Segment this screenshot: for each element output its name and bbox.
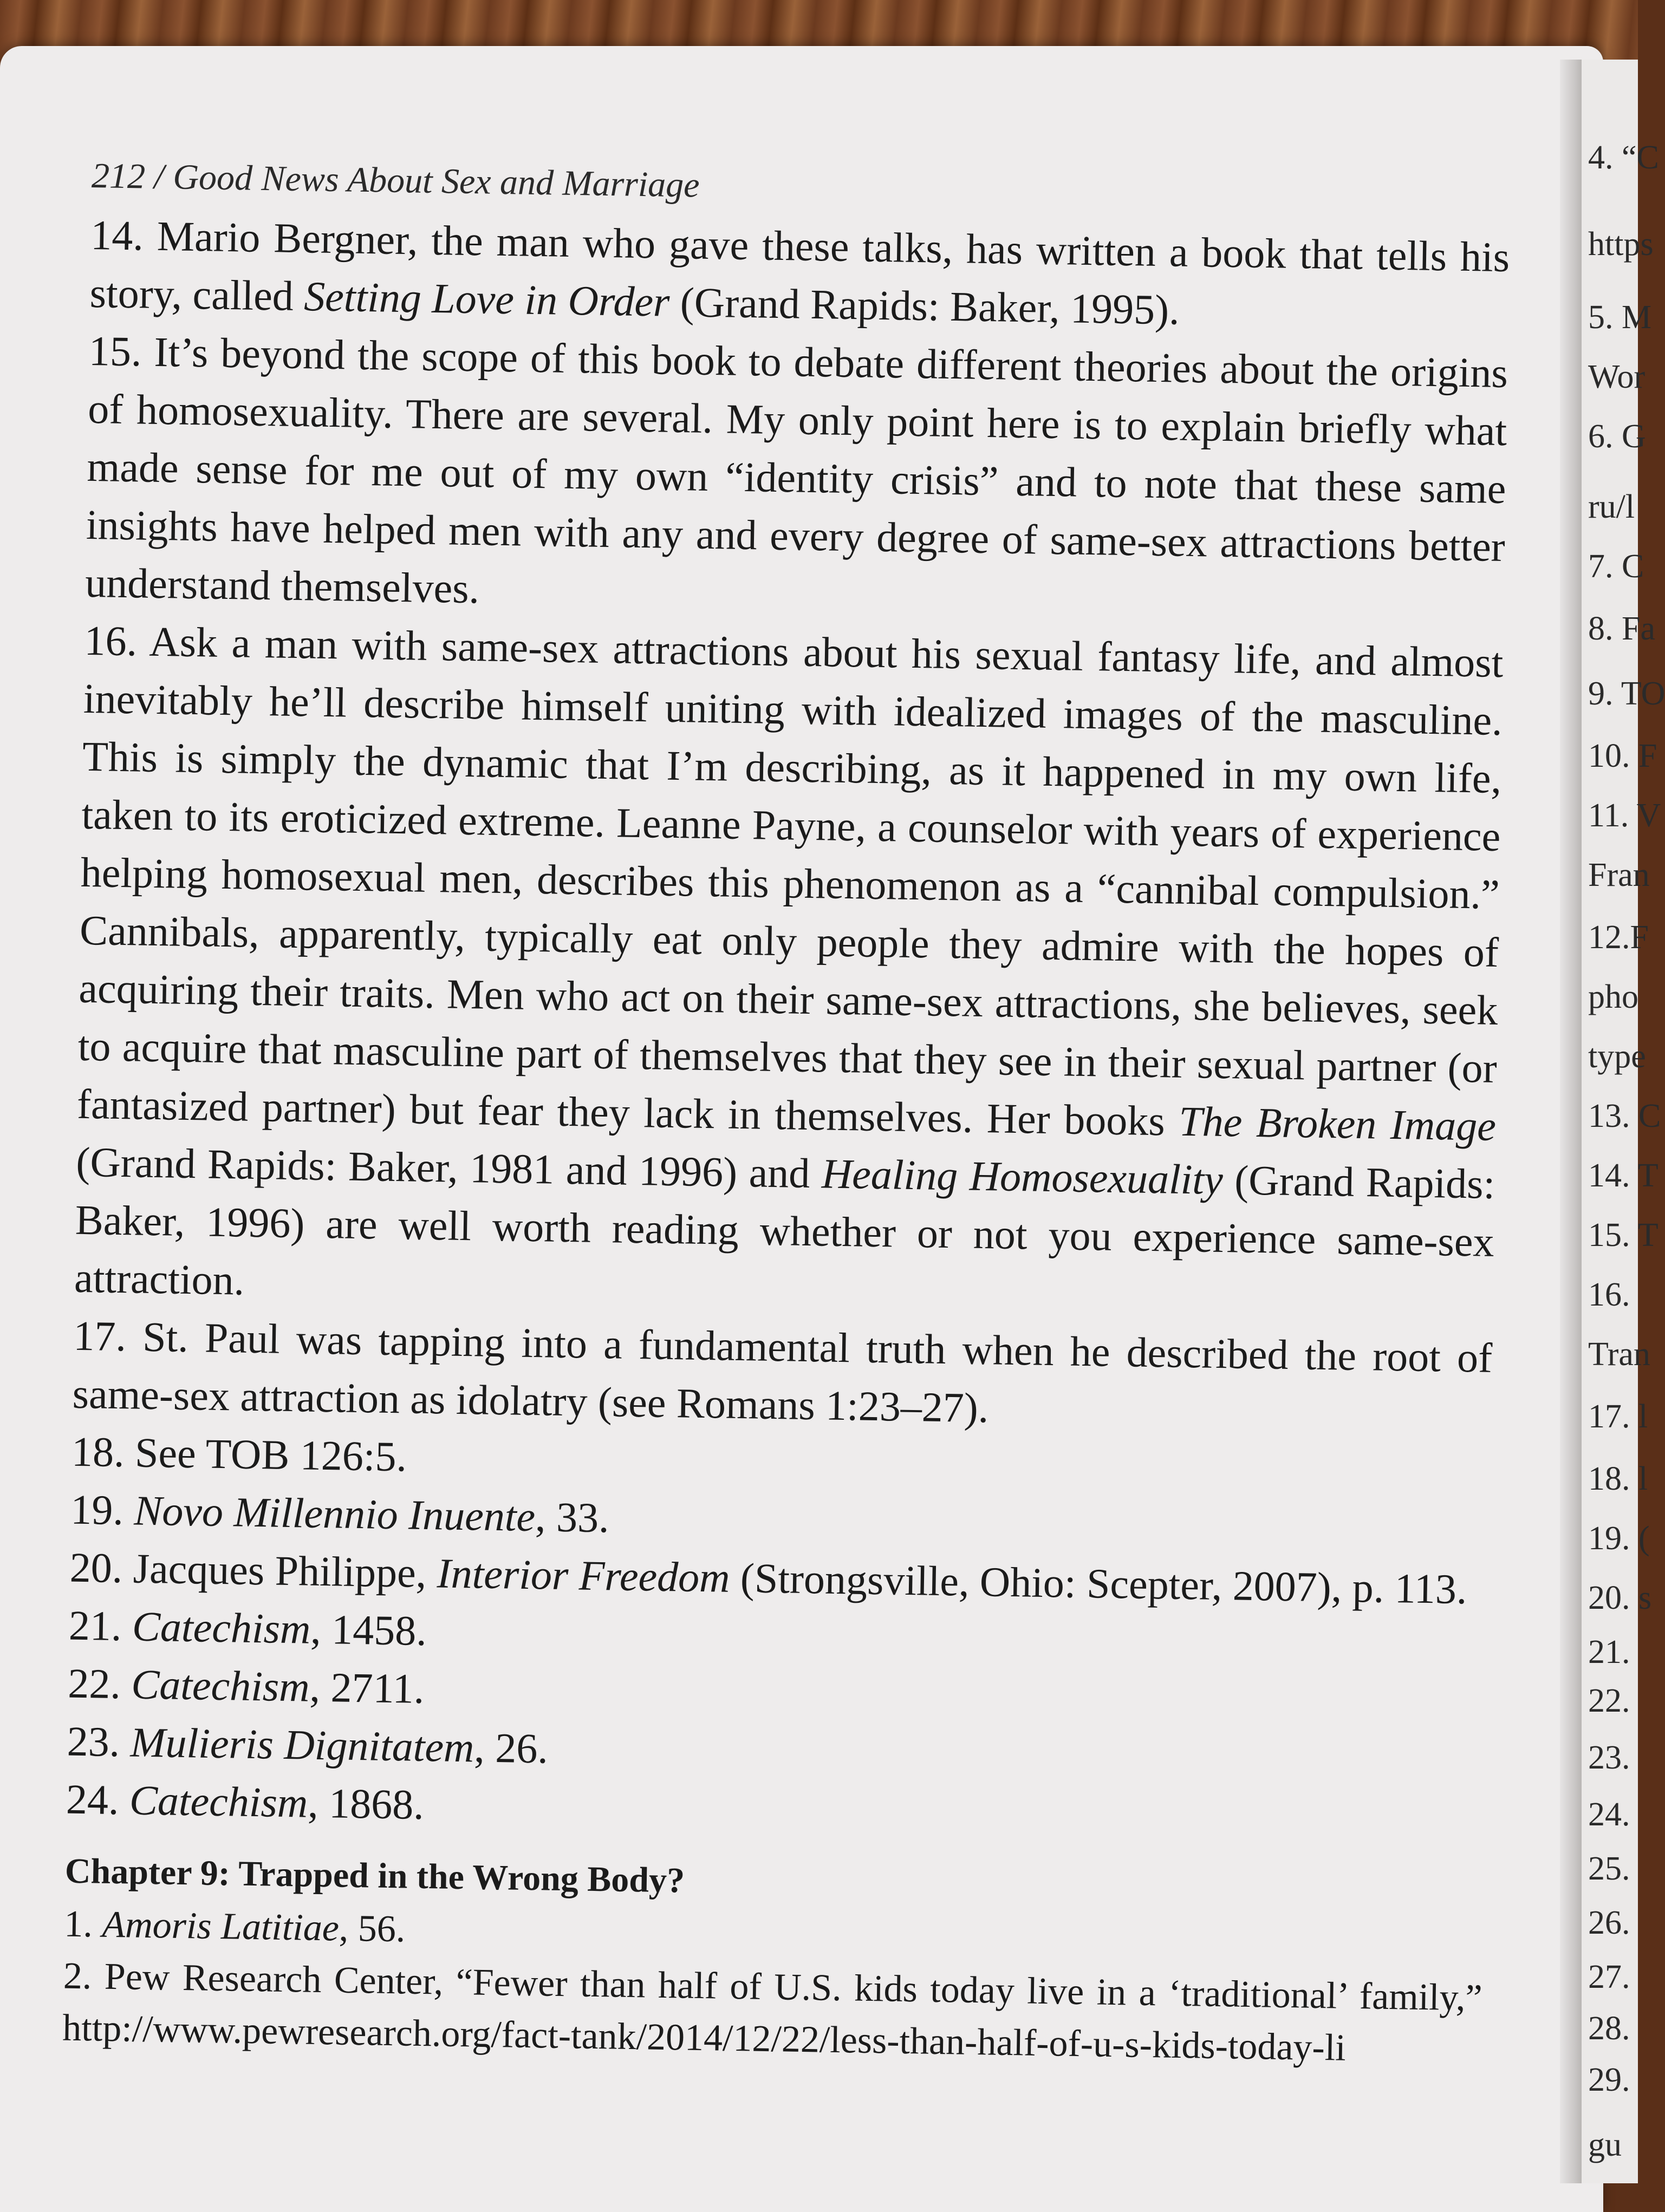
endnote-text: (Strongsville, Ohio: Scepter, 2007), p. 113. <box>729 1554 1468 1613</box>
running-head: 212 / Good News About Sex and Marriage <box>91 155 700 205</box>
endnote-text: , 1458. <box>310 1605 427 1655</box>
endnote-number: 23. <box>67 1717 131 1766</box>
endnote-title: Interior Freedom <box>437 1549 731 1601</box>
right-page-fragment: Wor <box>1588 358 1646 395</box>
endnote-text: (Grand Rapids: Baker, 1995). <box>669 278 1180 334</box>
endnote-title: Catechism <box>131 1660 310 1711</box>
endnote-title: Novo Millennio Inuente <box>133 1486 536 1541</box>
endnote-title: Healing Homosexuality <box>821 1150 1224 1204</box>
right-page-fragment: 26. <box>1588 1904 1630 1941</box>
endnotes-list <box>66 206 1510 1850</box>
right-page-fragment: 18. l <box>1588 1460 1648 1497</box>
endnote-text: , 26. <box>473 1724 549 1772</box>
endnote <box>62 1950 1483 2077</box>
endnote <box>74 611 1504 1329</box>
endnote-number: 19. <box>70 1485 135 1534</box>
endnote-text: (Grand Rapids: Baker, 1996) are well worth reading whether or not you experience same-sex attraction. <box>74 1156 1495 1304</box>
endnote-number: 17. <box>73 1311 143 1360</box>
right-page-fragment: 23. <box>1588 1739 1630 1776</box>
right-page-fragment: pho <box>1588 978 1638 1015</box>
endnote-title: Catechism <box>132 1602 311 1653</box>
right-page-fragment: 9. TO <box>1588 675 1665 712</box>
right-page-fragment: 27. <box>1588 1959 1630 1995</box>
right-page-fragment: Tran <box>1588 1336 1650 1373</box>
right-page-fragment: 29. <box>1588 2061 1630 2098</box>
right-page-fragment: 6. G <box>1588 418 1646 455</box>
right-page-fragment: gu <box>1588 2126 1622 2163</box>
right-page-fragment: ru/l <box>1588 488 1635 525</box>
right-page-fragment: 14. T <box>1588 1157 1659 1194</box>
endnote-text: Jacques Philippe, <box>133 1544 438 1597</box>
endnote-number: 21. <box>68 1601 133 1650</box>
book-gutter <box>1560 60 1582 2183</box>
endnote-text: , 33. <box>535 1493 610 1542</box>
right-book-page <box>1582 60 1665 2183</box>
right-page-fragment: 16. <box>1588 1276 1630 1313</box>
right-page-fragment: 5. M <box>1588 299 1652 336</box>
right-page-fragment: https <box>1588 226 1654 263</box>
right-page-fragment: 19. ( <box>1588 1520 1650 1557</box>
endnote-text: It’s beyond the scope of this book to debate different theories about the origins of homosexuality. There are several. My only point here is to explain briefly what made sense for me out of my own “identity crisis” and to note that these same insights have helped men with any and every degree of same-sex attractions better understand themselves. <box>84 328 1508 612</box>
endnote-text: Mario Bergner, the man who gave these talks, has written a book that tells his story, called <box>89 212 1510 320</box>
right-page-fragment: Fran <box>1588 857 1650 893</box>
right-page-fragment: 21. <box>1588 1634 1630 1671</box>
endnote-text: , 2711. <box>309 1663 425 1712</box>
right-page-fragment: 13. C <box>1588 1098 1661 1134</box>
endnote-text: St. Paul was tapping into a fundamental truth when he described the root of same-sex attraction as idolatry (see Romans 1:23–27). <box>72 1313 1493 1432</box>
right-page-fragment: 25. <box>1588 1850 1630 1887</box>
endnote-number: 22. <box>67 1659 132 1708</box>
endnote <box>85 322 1508 634</box>
right-page-fragment: 10. F <box>1588 738 1657 774</box>
endnote-number: 18. <box>71 1427 135 1476</box>
endnote-text: See TOB 126:5. <box>134 1428 407 1480</box>
right-page-fragment: 4. “C <box>1588 139 1659 176</box>
right-page-fragment: 20. s <box>1588 1580 1652 1616</box>
right-page-fragment: 8. Fa <box>1588 610 1655 647</box>
right-page-fragment: 17. l <box>1588 1398 1648 1435</box>
right-page-fragment: 22. <box>1588 1682 1630 1719</box>
endnote-text: , 56. <box>339 1907 406 1950</box>
endnote-number: 16. <box>83 616 150 665</box>
endnote-text: , 1868. <box>307 1779 425 1828</box>
right-page-fragment: 11. V <box>1588 797 1661 834</box>
endnote-title: The Broken Image <box>1178 1097 1497 1150</box>
endnote-text: Pew Research Center, “Fewer than half of U.S. kids today live in a ‘traditional’ family,” http://www.pewresearch.org/fact-tank/2014/12/22/less-than-half-of-u-s-kids-today-li <box>62 1955 1483 2069</box>
endnote-text: Ask a man with same-sex attractions about his sexual fantasy life, and almost inevitably he’ll describe himself uniting with idealized images of the masculine. This is simply the dynamic that I’m describing, as it happened in my own life, taken to its eroticized extreme. Leanne Payne, a counselor with years of experience helping homosexual men, describes this phenomenon as a “cannibal compulsion.” Cannibals, apparently, typically eat only people they admire with the hopes of acquiring their traits. Men who act on their same-sex attractions, she believes, seek to acquire that masculine part of themselves that they see in their sexual partner (or fantasized partner) but fear they lack in themselves. Her books <box>76 617 1504 1145</box>
endnote-title: Mulieris Dignitatem <box>130 1718 475 1771</box>
right-page-fragment: 28. <box>1588 2010 1630 2047</box>
endnote <box>89 206 1510 344</box>
endnote-number: 15. <box>88 327 155 375</box>
page-content <box>62 146 1511 2077</box>
endnote-text: (Grand Rapids: Baker, 1981 and 1996) and <box>75 1138 822 1197</box>
endnote-title: Setting Love in Order <box>303 272 671 325</box>
endnote-title: Catechism <box>129 1776 308 1826</box>
right-page-fragment: type <box>1588 1038 1646 1075</box>
endnote-number: 24. <box>66 1775 130 1824</box>
endnote-number: 1. <box>63 1903 103 1946</box>
chapter-heading: Chapter 9: Trapped in the Wrong Body? <box>64 1851 685 1901</box>
chapter-endnotes-list <box>62 1898 1484 2077</box>
endnote <box>72 1307 1493 1445</box>
right-page-fragment: 24. <box>1588 1796 1630 1833</box>
endnote-number: 14. <box>90 211 158 259</box>
right-page-fragment: 15. T <box>1588 1217 1659 1254</box>
endnote-number: 2. <box>63 1955 105 1998</box>
right-page-fragment: 12.F <box>1588 919 1649 956</box>
endnote-number: 20. <box>69 1543 134 1592</box>
right-page-fragment: 7. C <box>1588 548 1644 585</box>
endnote-title: Amoris Latitiae <box>101 1903 340 1949</box>
